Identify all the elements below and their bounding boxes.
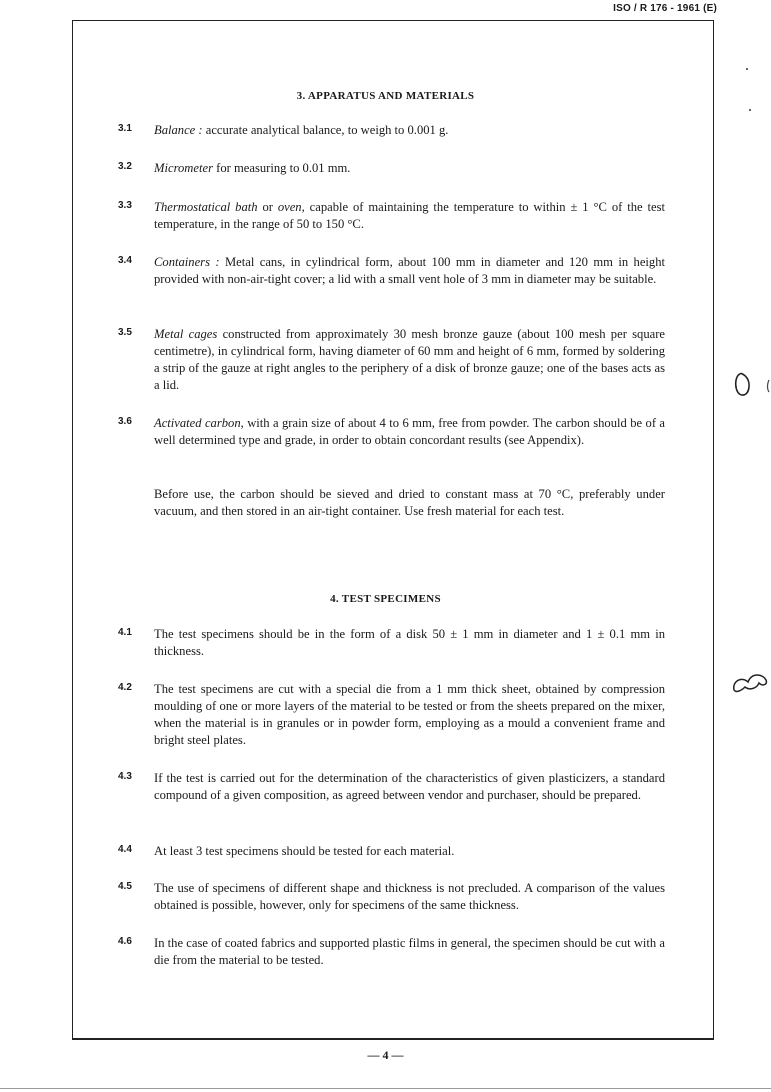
clause-note-text: Before use, the carbon should be sieved and dried to constant mass at 70 °C, preferably under vacuum, and then stored in an air-tight container. Use fresh material for each test. — [154, 487, 665, 518]
clause-term: Metal cages — [154, 327, 218, 341]
page-number: — 4 — — [367, 1048, 404, 1062]
clause-body: constructed from approximately 30 mesh bronze gauze (about 100 mesh per square centimetre), in cylindrical form, having diameter of 60 mm and height of 6 mm, formed by soldering a strip of the gauze at right angles to the periphery of a disk of bronze gauze; one of the bases acts as a lid. — [154, 327, 666, 392]
clause-text — [154, 415, 665, 449]
clause-number: 3.2 — [118, 161, 132, 172]
clause-number: 3.3 — [118, 200, 132, 211]
clause-body: for measuring to 0.01 mm. — [212, 161, 351, 175]
clause-body: accurate analytical balance, to weigh to 0.001 g. — [202, 123, 449, 137]
clause-number: 4.5 — [118, 881, 132, 892]
clause-body: capable of maintaining the temperature to within ± 1 °C of the test temperature, in the range of 50 to 150 °C. — [154, 200, 665, 231]
clause-text — [154, 160, 665, 177]
clause-text — [154, 199, 665, 233]
clause-number: 3.5 — [118, 327, 132, 338]
clause-text: The use of specimens of different shape and thickness is not precluded. A comparison of the values obtained is possible, however, only for specimens of the same thickness. — [154, 881, 665, 912]
clause-text — [154, 326, 665, 394]
clause-term: Balance : — [154, 123, 203, 137]
clause-text: If the test is carried out for the determination of the characteristics of given plasticizers, a standard compound of a given composition, as agreed between vendor and purchaser, should be prepared. — [154, 771, 665, 802]
margin-curl-mark — [730, 666, 771, 700]
clause-text: The test specimens should be in the form of a disk 50 ± 1 mm in diameter and 1 ± 0.1 mm in thickness. — [154, 627, 665, 658]
clause-term: Thermostatical bath — [154, 200, 258, 214]
section-4-title: 4. TEST SPECIMENS — [330, 593, 441, 605]
clause-number: 3.4 — [118, 255, 132, 266]
clause-text: In the case of coated fabrics and supported plastic films in general, the specimen should be cut with a die from the material to be tested. — [154, 936, 665, 967]
scan-edge-line — [0, 1088, 771, 1089]
clause-body: with a grain size of about 4 to 6 mm, free from powder. The carbon should be of a well determined type and grade, in order to obtain concordant results (see Appendix). — [154, 416, 666, 447]
clause-text: At least 3 test specimens should be tested for each material. — [154, 844, 455, 858]
section-3-title: 3. APPARATUS AND MATERIALS — [296, 90, 475, 102]
clause-text — [154, 122, 665, 139]
clause-term: Containers : — [154, 255, 220, 269]
margin-dot — [749, 109, 751, 111]
clause-number: 4.4 — [118, 844, 132, 855]
clause-connector: or — [257, 200, 278, 214]
margin-scribble-mark — [732, 368, 771, 402]
clause-term: Micrometer — [154, 161, 213, 175]
clause-term: Activated carbon, — [154, 416, 244, 430]
clause-number: 3.6 — [118, 416, 132, 427]
clause-number: 4.2 — [118, 682, 132, 693]
clause-text — [154, 254, 665, 288]
clause-number: 3.1 — [118, 123, 132, 134]
margin-dot — [746, 68, 748, 70]
document-standard-id: ISO / R 176 - 1961 (E) — [613, 3, 717, 14]
clause-number: 4.3 — [118, 771, 132, 782]
clause-number: 4.6 — [118, 936, 132, 947]
clause-text: The test specimens are cut with a special die from a 1 mm thick sheet, obtained by compression moulding of one or more layers of the material to be tested or from the sheets prepared on the mixer, when the material is in granules or in powder form, employing as a mould a convenient frame and bright steel plates. — [154, 682, 665, 747]
clause-number: 4.1 — [118, 627, 132, 638]
clause-term-2: oven, — [277, 200, 305, 214]
clause-body: Metal cans, in cylindrical form, about 100 mm in diameter and 120 mm in height provided with non-air-tight cover; a lid with a small vent hole of 3 mm in diameter may be suitable. — [154, 255, 665, 286]
